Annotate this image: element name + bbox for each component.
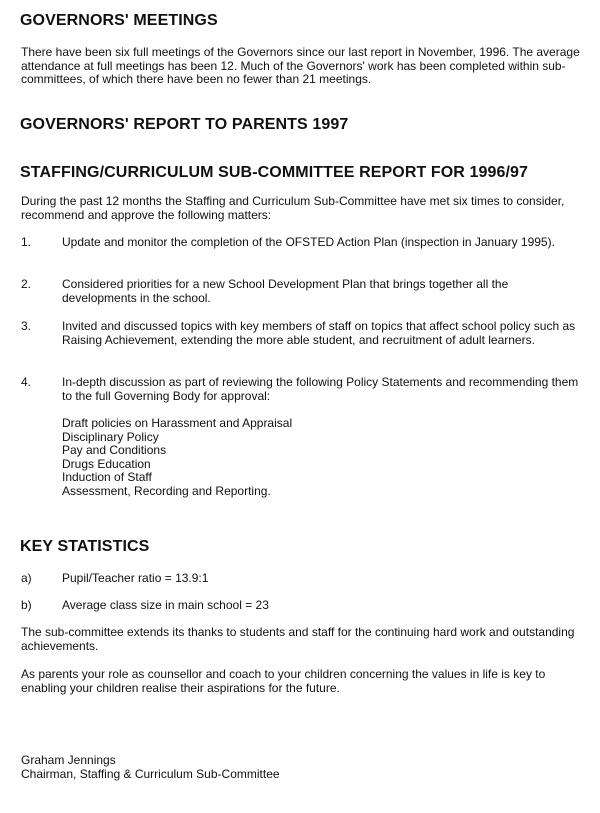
- key-statistics-heading: KEY STATISTICS: [20, 538, 150, 555]
- staffing-intro: During the past 12 months the Staffing and Curriculum Sub-Committee have met six times to consider, recommend and approve the following matters:: [21, 194, 565, 222]
- item-text: Update and monitor the completion of the OFSTED Action Plan (inspection in January 1995).: [62, 235, 555, 249]
- governors-meetings-heading: GOVERNORS' MEETINGS: [20, 12, 218, 29]
- item-text: In-depth discussion as part of reviewing the following Policy Statements and recommending them to the full Governing Body for approval:: [62, 375, 579, 403]
- signatory-title: Chairman, Staffing & Curriculum Sub-Committee: [21, 767, 280, 781]
- item-number: 2.: [21, 277, 32, 291]
- report-heading: GOVERNORS' REPORT TO PARENTS 1997: [20, 116, 349, 133]
- stat-label: b): [21, 598, 32, 612]
- thanks-paragraph: The sub-committee extends its thanks to students and staff for the continuing hard work and outstanding achievements.: [21, 625, 575, 653]
- item-number: 1.: [21, 235, 32, 249]
- item-text: Considered priorities for a new School Development Plan that brings together all the developments in the school.: [62, 277, 509, 305]
- staffing-heading: STAFFING/CURRICULUM SUB-COMMITTEE REPORT FOR 1996/97: [20, 164, 529, 181]
- closing-paragraph: As parents your role as counsellor and coach to your children concerning the values in life is key to enabling your children realise their aspirations for the future.: [21, 667, 546, 695]
- policy-item: Drugs Education: [62, 456, 151, 471]
- policy-list: [62, 417, 292, 499]
- policy-item: Induction of Staff: [62, 470, 152, 485]
- policy-item: Draft policies on Harassment and Appraisal: [62, 416, 293, 430]
- item-number: 3.: [21, 319, 32, 333]
- stat-text: Pupil/Teacher ratio = 13.9:1: [62, 571, 209, 585]
- stat-text: Average class size in main school = 23: [62, 598, 269, 612]
- stat-label: a): [21, 571, 32, 585]
- policy-item: Pay and Conditions: [62, 443, 167, 458]
- policy-item: Assessment, Recording and Reporting.: [62, 483, 271, 498]
- item-number: 4.: [21, 375, 32, 389]
- signatory-name: Graham Jennings: [21, 753, 116, 767]
- policy-item: Disciplinary Policy: [62, 429, 159, 444]
- item-text: Invited and discussed topics with key members of staff on topics that affect school policy such as Raising Achievement, extending the more able student, and recruitment of adult learners.: [62, 319, 576, 347]
- governors-meetings-paragraph: There have been six full meetings of the Governors since our last report in November, 1996. The average attendance at full meetings has been 12. Much of the Governors' work has been completed within sub-committees, of which there have been no fewer than 21 meetings.: [21, 45, 580, 87]
